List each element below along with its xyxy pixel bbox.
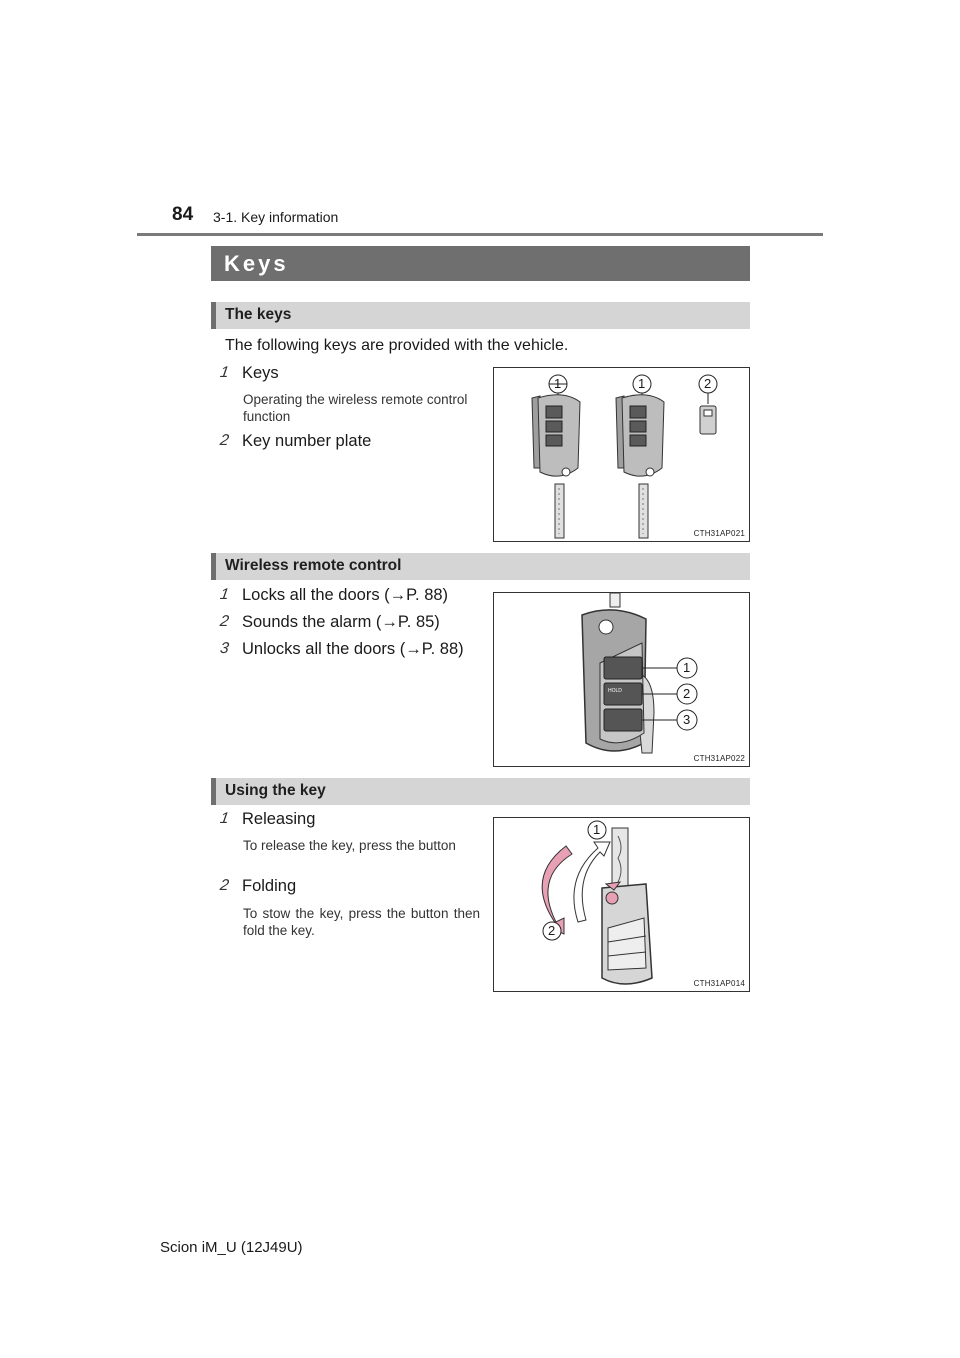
item-number: 2 — [218, 877, 230, 894]
heading-text: Using the key — [225, 782, 326, 799]
item-label: Keys — [242, 364, 279, 382]
item-note: To stow the key, press the button then fold the key. — [243, 906, 480, 938]
callout-number: 2 — [704, 376, 712, 391]
page-title: Keys — [224, 251, 289, 276]
heading-using-the-key — [211, 778, 750, 805]
heading-text: Wireless remote control — [225, 557, 402, 574]
callout-number: 2 — [683, 686, 691, 701]
item-label: Key number plate — [242, 432, 372, 450]
item-note: To release the key, press the button — [243, 838, 456, 853]
remote-illustration — [494, 593, 751, 768]
item-number: 2 — [218, 432, 230, 449]
item-number: 1 — [218, 586, 230, 603]
item-label: Locks all the doors (→P. 88) — [242, 586, 449, 604]
heading-the-keys — [211, 302, 750, 329]
callout-number: 1 — [593, 822, 601, 837]
figure-code: CTH31AP021 — [693, 529, 745, 538]
callout-number: 2 — [548, 923, 556, 938]
item-number: 1 — [218, 810, 230, 827]
header-rule — [137, 233, 823, 236]
item-label: Folding — [242, 877, 297, 895]
item-number: 3 — [218, 640, 230, 657]
using-key-illustration — [494, 818, 751, 993]
item-number: 1 — [218, 364, 230, 381]
heading-text: The keys — [225, 306, 292, 323]
intro-text: The following keys are provided with the vehicle. — [225, 337, 569, 354]
page-number: 84 — [172, 204, 194, 225]
item-note: Operating the wireless remote control function — [243, 392, 468, 424]
figure-code: CTH31AP022 — [693, 754, 745, 763]
keys-illustration — [494, 368, 751, 543]
callout-number: 1 — [638, 376, 646, 391]
heading-wireless-remote — [211, 553, 750, 580]
item-label: Unlocks all the doors (→P. 88) — [242, 640, 464, 658]
using-key-figure — [493, 817, 750, 992]
hold-label: HOLD — [608, 688, 622, 694]
item-label: Releasing — [242, 810, 316, 828]
callout-number: 1 — [554, 376, 562, 391]
footer-model: Scion iM_U (12J49U) — [160, 1239, 303, 1256]
callout-number: 3 — [683, 712, 691, 727]
remote-figure — [493, 592, 750, 767]
keys-figure — [493, 367, 750, 542]
section-reference: 3-1. Key information — [213, 209, 339, 225]
page-title-bar — [211, 246, 750, 281]
item-number: 2 — [218, 613, 230, 630]
callout-number: 1 — [683, 660, 691, 675]
item-label: Sounds the alarm (→P. 85) — [242, 613, 440, 631]
figure-code: CTH31AP014 — [693, 979, 745, 988]
